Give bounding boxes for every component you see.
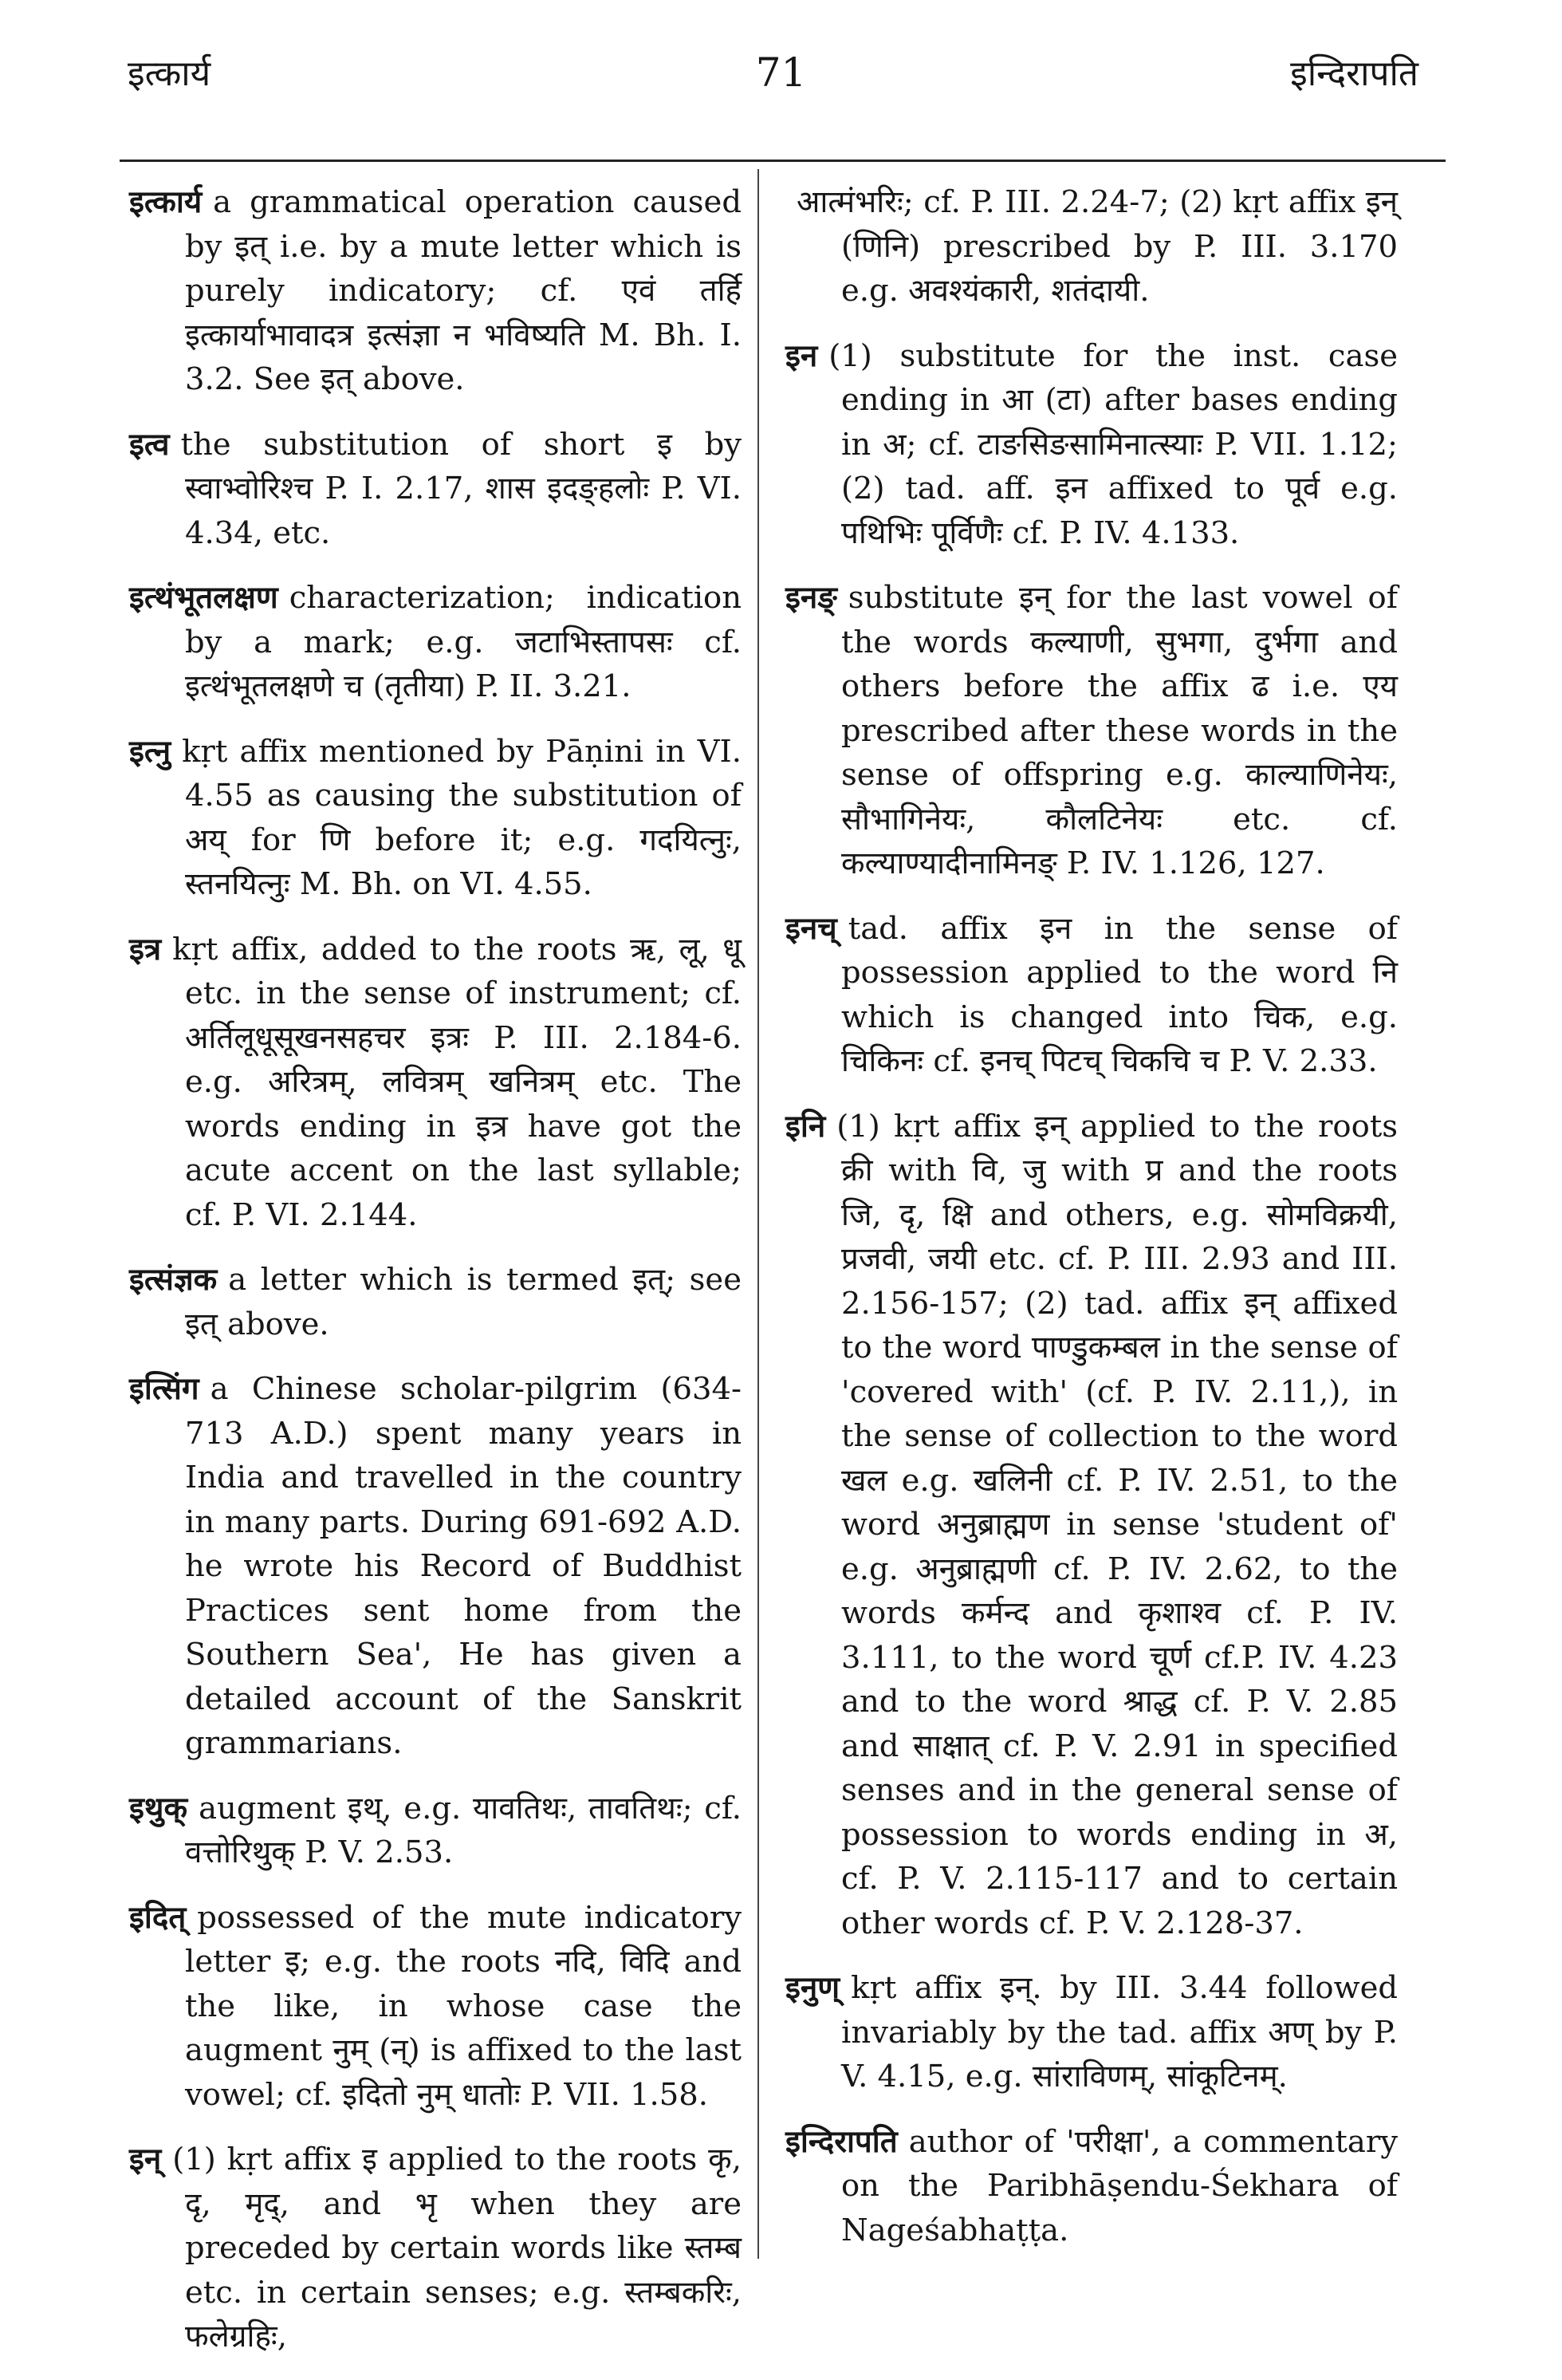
entry-definition: kṛt affix mentioned by Pāṇini in VI. 4.55 as causing the substitution of अय् for णि before it; e.g. गदयित्नुः, स्तनयित्नुः M. Bh. on VI. 4.55. [182, 733, 742, 902]
left-column [129, 180, 742, 2380]
dictionary-entry [129, 1896, 742, 2118]
dictionary-entry [129, 576, 742, 709]
entry-definition: kṛt affix, added to the roots ऋ, लू, धू etc. in the sense of instrument; cf. अर्तिलूधूसूखनसहचर इत्रः P. III. 2.184-6. e.g. अरित्रम्, लवित्रम् खनित्रम् etc. The words ending in इत्र have got the acute accent on the last syllable; cf. P. VI. 2.144. [172, 931, 742, 1233]
entry-headword: इत्र [129, 931, 162, 967]
header-right-guide-word: इन्दिरापति [1290, 53, 1418, 94]
entry-headword: इत्थंभूतलक्षण [129, 580, 278, 616]
entry-headword: इनुण् [785, 1970, 840, 2006]
entry-definition: possessed of the mute indicatory letter इ; e.g. the roots नदि, विदि and the like, in whose case the augment नुम् (न्) is affixed to the last vowel; cf. इदितो नुम् धातोः P. VII. 1.58. [185, 1899, 742, 2113]
entry-headword: इत्व [129, 426, 170, 463]
entry-definition: (1) substitute for the inst. case ending in आ (टा) after bases ending in अ; cf. टाङसिङसामिनात्स्याः P. VII. 1.12; (2) tad. aff. इन affixed to पूर्व e.g. पथिभिः पूर्विणैः cf. P. IV. 4.133. [828, 337, 1398, 551]
entry-headword: इनि [785, 1108, 826, 1145]
entry-headword: इन [785, 337, 818, 374]
dictionary-entry [129, 2138, 742, 2359]
entry-headword: इत्सिंग [129, 1371, 199, 1407]
entry-definition: a Chinese scholar-pilgrim (634-713 A.D.) spent many years in India and travelled in the country in many parts. During 691-692 A.D. he wrote his Record of Buddhist Practices sent home from the Southern Sea', He has given a detailed account of the Sanskrit grammarians. [185, 1371, 742, 1761]
header-rule [120, 160, 1446, 162]
entry-headword: इनङ् [785, 580, 837, 616]
entry-definition: tad. affix इन in the sense of possession applied to the word नि which is changed into चिक, e.g. चिकिनः cf. इनच् पिटच् चिकचि च P. V. 2.33. [841, 910, 1398, 1079]
entry-definition: augment इथ्, e.g. यावतिथः, तावतिथः; cf. वत्तोरिथुक् P. V. 2.53. [185, 1790, 742, 1870]
entry-headword: इत्नु [129, 733, 171, 770]
entry-headword: इत्कार्य [129, 184, 203, 220]
dictionary-entry-continued [785, 180, 1398, 313]
page-number: 71 [755, 49, 807, 96]
dictionary-entry [129, 1367, 742, 1766]
entry-headword: इथुक् [129, 1790, 188, 1826]
entry-definition: author of 'परीक्षा', a commentary on the Paribhāṣendu-Śekhara of Nageśabhaṭṭa. [841, 2123, 1398, 2248]
entry-definition: characterization; indication by a mark; e.g. जटाभिस्तापसः cf. इत्थंभूतलक्षणे च (तृतीया) P. II. 3.21. [185, 580, 742, 704]
dictionary-entry [129, 928, 742, 1238]
dictionary-entry [785, 576, 1398, 886]
dictionary-entry [785, 907, 1398, 1084]
dictionary-entry [785, 1966, 1398, 2099]
dictionary-entry [785, 2120, 1398, 2253]
dictionary-entry [785, 334, 1398, 556]
entry-definition: (1) kṛt affix इ applied to the roots कृ, दृ, मृद्, and भृ when they are preceded by certain words like स्तम्ब etc. in certain senses; e.g. स्तम्बकरिः, फलेग्रहिः, [172, 2142, 742, 2354]
entry-definition: आत्मंभरिः; cf. P. III. 2.24-7; (2) kṛt affix इन् (णिनि) prescribed by P. III. 3.170 e.g. अवश्यंकारी, शतंदायी. [797, 184, 1398, 309]
header-left-guide-word: इत्कार्य [128, 53, 211, 94]
entry-headword: इन्दिरापति [785, 2123, 898, 2160]
entry-definition: (1) kṛt affix इन् applied to the roots क्री with वि, जु with प्र and the roots जि, दृ, क्षि and others, e.g. सोमविक्रयी, प्रजवी, जयी etc. cf. P. III. 2.93 and III. 2.156-157; (2) tad. affix इन् affixed to the word पाण्डुकम्बल in the sense of 'covered with' (cf. P. IV. 2.11,), in the sense of collection to the word खल e.g. खलिनी cf. P. IV. 2.51, to the word अनुब्राह्मण in sense 'student of' e.g. अनुब्राह्मणी cf. P. IV. 2.62, to the words कर्मन्द and कृशाश्व cf. P. IV. 3.111, to the word चूर्ण cf.P. IV. 4.23 and to the word श्राद्ध cf. P. V. 2.85 and साक्षात् cf. P. V. 2.91 in specified senses and in the general sense of possession to words ending in अ, cf. P. V. 2.115-117 and to certain other words cf. P. V. 2.128-37. [836, 1108, 1398, 1941]
dictionary-entry [129, 423, 742, 556]
entry-definition: kṛt affix इन्. by III. 3.44 followed invariably by the tad. affix अण् by P. V. 4.15, e.g. सांराविणम्, सांकूटिनम्. [841, 1970, 1398, 2094]
dictionary-entry [129, 1258, 742, 1346]
dictionary-entry [129, 180, 742, 402]
entry-headword: इनच् [785, 910, 837, 947]
entry-headword: इत्संज्ञक [129, 1262, 218, 1298]
column-divider [757, 169, 759, 2259]
dictionary-entry [129, 730, 742, 907]
entry-headword: इदित् [129, 1899, 187, 1936]
dictionary-entry [785, 1105, 1398, 1946]
entry-definition: the substitution of short इ by स्वाभ्वोरिश्च P. I. 2.17, शास इदङ्हलोः P. VI. 4.34, etc. [180, 426, 742, 551]
entry-definition: a letter which is termed इत्; see इत् above. [185, 1262, 742, 1342]
right-column [785, 180, 1398, 2273]
entry-definition: substitute इन् for the last vowel of the words कल्याणी, सुभगा, दुर्भगा and others before the affix ढ i.e. एय prescribed after these words in the sense of offspring e.g. काल्याणिनेयः, सौभागिनेयः, कौलटिनेयः etc. cf. कल्याण्यादीनामिनङ् P. IV. 1.126, 127. [841, 580, 1398, 881]
entry-headword: इन् [129, 2142, 162, 2177]
entry-definition: a grammatical operation caused by इत् i.e. by a mute letter which is purely indicatory; cf. एवं तर्हि इत्कार्याभावादत्र इत्संज्ञा न भविष्यति M. Bh. I. 3.2. See इत् above. [185, 184, 742, 397]
dictionary-entry [129, 1787, 742, 1875]
